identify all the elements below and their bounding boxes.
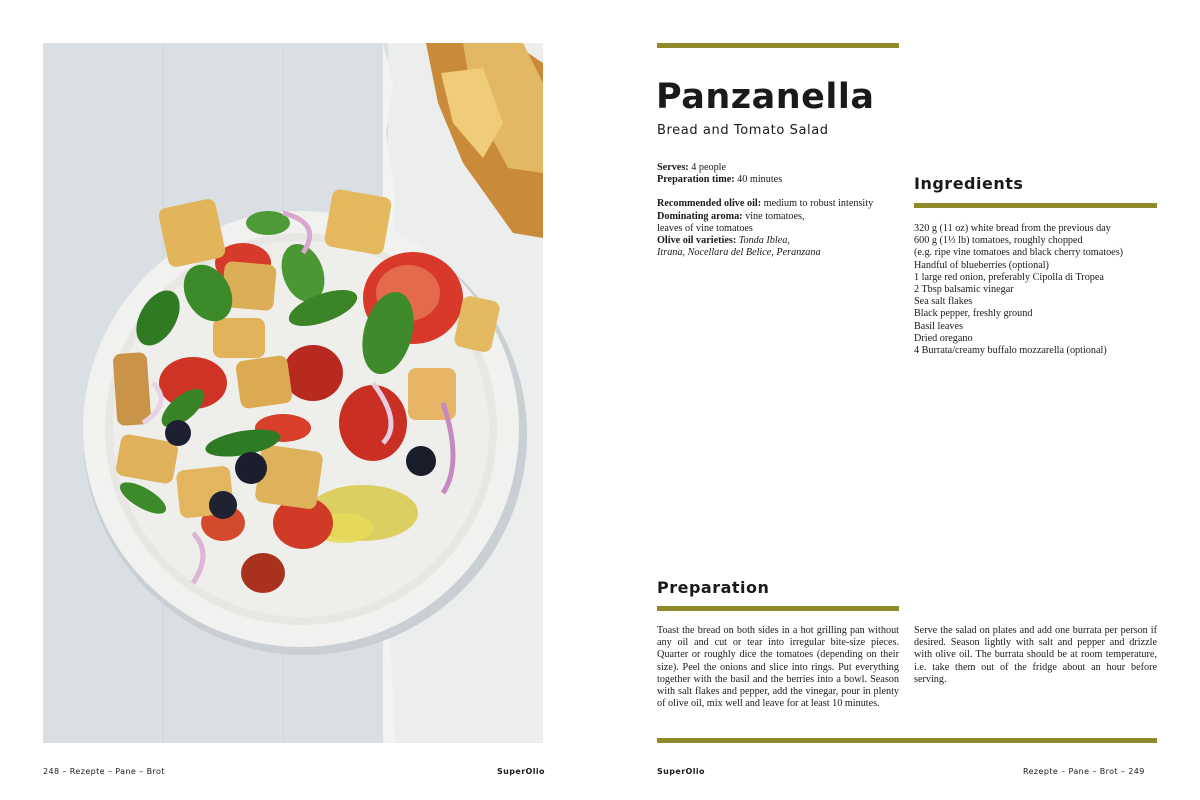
- ingredient-item: Handful of blueberries (optional): [914, 259, 1049, 271]
- aroma-label: Dominating aroma:: [657, 210, 743, 222]
- footer-dash: –: [62, 767, 67, 776]
- serves-line: [657, 162, 907, 174]
- varieties-value-line2: Itrana, Nocellara del Belice, Peranzana: [657, 247, 821, 259]
- varieties-value-line1: Tonda Iblea,: [738, 235, 790, 247]
- page-number-left: 248: [43, 767, 60, 776]
- footer-right: [1023, 767, 1145, 776]
- title-top-rule: [657, 43, 899, 48]
- varieties-label: Olive oil varieties:: [657, 235, 737, 247]
- aroma-value-line1: vine tomatoes,: [745, 210, 805, 222]
- recipe-subtitle: Bread and Tomato Salad: [657, 123, 829, 138]
- ingredients-list: [914, 223, 1174, 357]
- serves-value: 4 people: [691, 162, 727, 173]
- page-number-right: 249: [1128, 767, 1145, 776]
- prep-time-line: [657, 174, 907, 186]
- ingredient-item: 1 large red onion, preferably Cipolla di Tropea: [914, 271, 1104, 283]
- preparation-paragraph-2: Serve the salad on plates and add one burrata per person if desired. Season lightly with salt and pepper and drizzle with olive oil. The burrata should be at room temperature, i.e. take them out of the fridge about an hour before serving.: [914, 625, 1157, 685]
- footer-left: [43, 767, 165, 776]
- ingredients-rule: [914, 203, 1157, 208]
- ingredient-item: (e.g. ripe vine tomatoes and black cherry tomatoes): [914, 247, 1124, 259]
- footer-section: Rezepte: [69, 767, 105, 776]
- footer-subsection: Brot: [146, 767, 165, 776]
- ingredients-heading: Ingredients: [914, 174, 1024, 193]
- preparation-heading: Preparation: [657, 578, 770, 597]
- preparation-rule: [657, 606, 899, 611]
- varieties-line: [657, 235, 907, 247]
- varieties-line-2: [657, 247, 907, 259]
- ingredient-item: Sea salt flakes: [914, 296, 973, 308]
- aroma-line: [657, 211, 907, 223]
- aroma-line-2: [657, 223, 907, 235]
- panzanella-plate-illustration: [43, 43, 543, 743]
- olive-oil-label: Recommended olive oil:: [657, 198, 762, 210]
- recipe-photo: [43, 43, 543, 743]
- aroma-value-line2: leaves of vine tomatoes: [657, 222, 753, 234]
- recipe-meta: [657, 162, 907, 259]
- footer-dash: –: [107, 767, 113, 776]
- olive-oil-value: medium to robust intensity: [763, 198, 874, 210]
- bottom-rule: [657, 738, 1157, 743]
- footer-section-right: Rezepte – Pane – Brot: [1023, 767, 1118, 776]
- brand-right: SuperOlio: [657, 767, 705, 776]
- ingredient-item: Dried oregano: [914, 332, 973, 344]
- footer-dash: –: [1120, 767, 1126, 776]
- footer-subsection: Pane: [115, 767, 137, 776]
- footer-dash: –: [139, 767, 144, 776]
- prep-time-value: 40 minutes: [737, 174, 783, 186]
- olive-oil-line: [657, 198, 907, 210]
- serves-label: Serves:: [657, 162, 689, 173]
- preparation-paragraph-1: Toast the bread on both sides in a hot grilling pan without any oil and cut or tear into irregular bite-size pieces. Quarter or roughly dice the tomatoes (depending on their size). Peel the onions and slice into rings. Put everything together with the basil and the berries into a bowl. Season with salt flakes and pepper, add the vinegar, pour in plenty of olive oil, mix well and leave for at least 10 minutes.: [657, 625, 899, 710]
- ingredient-item: 4 Burrata/creamy buffalo mozzarella (optional): [914, 345, 1107, 357]
- ingredient-item: Black pepper, freshly ground: [914, 308, 1033, 320]
- recipe-title: Panzanella: [656, 77, 875, 117]
- ingredient-item: 600 g (1⅓ lb) tomatoes, roughly chopped: [914, 235, 1083, 247]
- ingredient-item: 320 g (11 oz) white bread from the previous day: [914, 223, 1111, 234]
- ingredient-item: 2 Tbsp balsamic vinegar: [914, 284, 1014, 296]
- ingredient-item: Basil leaves: [914, 320, 963, 332]
- brand-left: SuperOlio: [497, 767, 545, 776]
- prep-time-label: Preparation time:: [657, 174, 735, 186]
